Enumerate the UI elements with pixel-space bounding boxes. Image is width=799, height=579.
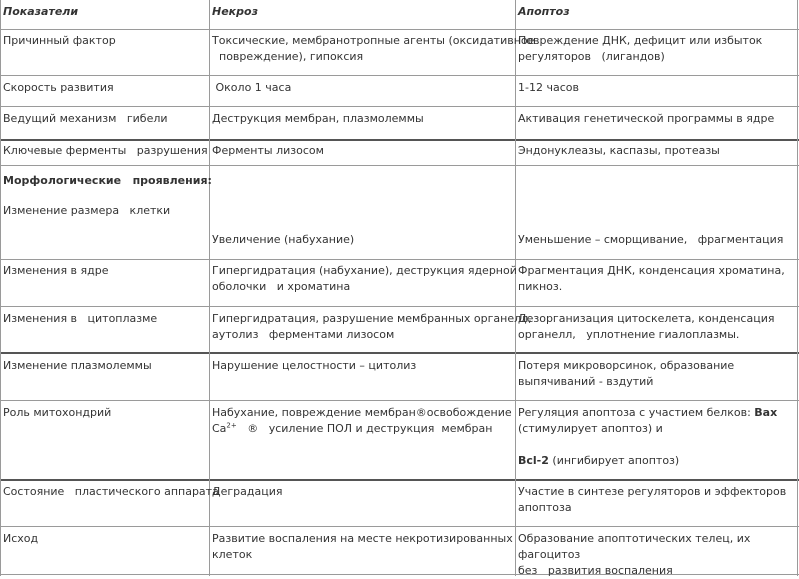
- mito-text-line1: Набухание, повреждение мембран®освобождение: [212, 406, 512, 419]
- bax-role: (стимулирует апоптоз) и: [518, 422, 663, 435]
- apoptosis-cell: 1-12 часов: [518, 81, 579, 94]
- calcium-label: Ca: [212, 422, 227, 435]
- bcl2-protein: Bcl-2: [518, 454, 549, 467]
- row-label: Роль митохондрий: [3, 406, 112, 419]
- apoptosis-cell: Потеря микроворсинок, образование выпячиваний - вздутий: [518, 359, 735, 388]
- apoptosis-cell: Уменьшение – сморщивание, фрагментация: [518, 233, 784, 246]
- row-divider: [0, 259, 799, 260]
- row-divider: [0, 400, 799, 401]
- apoptosis-cell: Участие в синтезе регуляторов и эффекторов апоптоза: [518, 485, 787, 514]
- row-label: Изменение размера клетки: [3, 204, 171, 217]
- mito-regulation-text: Регуляция апоптоза с участием белков:: [518, 406, 755, 419]
- necrosis-cell: Гипергидратация (набухание), деструкция ядерной оболочки и хроматина: [212, 264, 517, 293]
- mito-text-line2: ® усиление ПОЛ и деструкция мембран: [236, 422, 493, 435]
- bcl2-role: (ингибирует апоптоз): [548, 454, 680, 467]
- apoptosis-cell: Повреждение ДНК, дефицит или избыток регуляторов (лигандов): [518, 34, 763, 63]
- header-indicators: Показатели: [3, 5, 79, 18]
- necrosis-cell: Ферменты лизосом: [212, 144, 324, 157]
- necrosis-cell: Гипергидратация, разрушение мембранных органелл, аутолиз ферментами лизосом: [212, 312, 532, 341]
- row-divider: [0, 526, 799, 527]
- apoptosis-cell: [518, 405, 796, 437]
- necrosis-cell: Деградация: [212, 485, 283, 498]
- apoptosis-cell: Активация генетической программы в ядре: [518, 112, 775, 125]
- calcium-charge: 2+: [226, 421, 237, 430]
- apoptosis-cell: Фрагментация ДНК, конденсация хроматина, пикноз.: [518, 264, 785, 293]
- row-divider: [0, 352, 799, 354]
- row-divider: [0, 29, 799, 30]
- necrosis-cell: Увеличение (набухание): [212, 233, 355, 246]
- necrosis-cell: Развитие воспаления на месте некротизированных клеток: [212, 532, 513, 561]
- row-divider: [0, 106, 799, 107]
- header-necrosis: Некроз: [212, 5, 258, 18]
- row-label: Ключевые ферменты разрушения: [3, 144, 208, 157]
- row-label: Исход: [3, 532, 39, 545]
- apoptosis-cell: Дезорганизация цитоскелета, конденсация органелл, уплотнение гиалоплазмы.: [518, 312, 775, 341]
- bcl2-line: [518, 453, 679, 469]
- column-divider: [0, 0, 1, 576]
- apoptosis-cell: Образование апоптотических телец, их фагоцитоз без развития воспаления: [518, 532, 751, 577]
- header-apoptosis: Апоптоз: [518, 5, 570, 18]
- necrosis-cell: Нарушение целостности – цитолиз: [212, 359, 417, 372]
- necrosis-cell: Около 1 часа: [212, 81, 292, 94]
- row-divider: [0, 139, 799, 141]
- bax-protein: Bax: [754, 406, 778, 419]
- necrosis-cell: Токсические, мембранотропные агенты (оксидативное повреждение), гипоксия: [212, 34, 535, 63]
- row-divider: [0, 75, 799, 76]
- row-divider: [0, 479, 799, 481]
- necrosis-cell: [212, 405, 512, 437]
- row-label: Состояние пластического аппарата: [3, 485, 219, 498]
- necrosis-cell: Деструкция мембран, плазмолеммы: [212, 112, 424, 125]
- apoptosis-cell: Эндонуклеазы, каспазы, протеазы: [518, 144, 720, 157]
- section-title: Морфологические проявления:: [3, 174, 212, 187]
- row-label: Причинный фактор: [3, 34, 116, 47]
- row-label: Изменения в цитоплазме: [3, 312, 158, 325]
- row-divider: [0, 165, 799, 166]
- row-label: Изменение плазмолеммы: [3, 359, 152, 372]
- row-divider: [0, 306, 799, 307]
- row-label: Изменения в ядре: [3, 264, 109, 277]
- row-label: Ведущий механизм гибели: [3, 112, 168, 125]
- row-label: Скорость развития: [3, 81, 114, 94]
- column-divider: [797, 0, 798, 576]
